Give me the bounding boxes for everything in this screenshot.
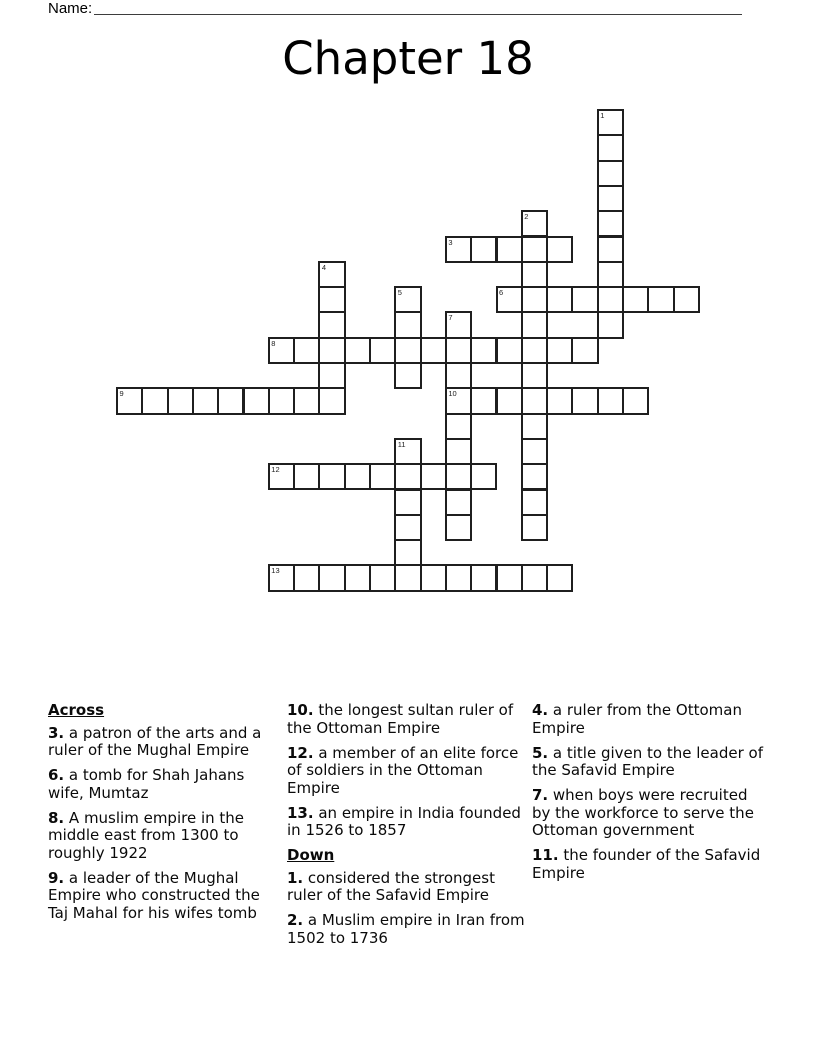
- grid-cell[interactable]: [420, 463, 447, 490]
- grid-cell[interactable]: [268, 337, 295, 364]
- grid-cell[interactable]: [445, 564, 472, 591]
- grid-cell[interactable]: [293, 463, 320, 490]
- grid-cell[interactable]: [394, 337, 421, 364]
- grid-cell[interactable]: [293, 564, 320, 591]
- cell-number: 12: [271, 465, 280, 475]
- clue-number: 9.: [48, 868, 65, 887]
- grid-cell[interactable]: [445, 413, 472, 440]
- grid-cell[interactable]: [369, 337, 396, 364]
- grid-cell[interactable]: [318, 564, 345, 591]
- grid-cell[interactable]: [496, 387, 523, 414]
- clue-number: 12.: [287, 743, 314, 762]
- grid-cell[interactable]: [318, 286, 345, 313]
- grid-cell[interactable]: [445, 311, 472, 338]
- across-header: Across: [48, 701, 105, 719]
- grid-cell[interactable]: [394, 362, 421, 389]
- grid-cell[interactable]: [470, 564, 497, 591]
- grid-cell[interactable]: [496, 236, 523, 263]
- grid-cell[interactable]: [318, 362, 345, 389]
- cell-number: 11: [397, 439, 406, 449]
- grid-cell[interactable]: [546, 286, 573, 313]
- grid-cell[interactable]: [116, 387, 143, 414]
- grid-cell[interactable]: [243, 387, 270, 414]
- grid-cell[interactable]: [521, 438, 548, 465]
- grid-cell[interactable]: [597, 185, 624, 212]
- clue-number: 13.: [287, 803, 314, 822]
- cell-number: 3: [448, 237, 453, 247]
- cell-number: 6: [499, 288, 504, 298]
- grid-cell[interactable]: [394, 311, 421, 338]
- clue-item: 11. the founder of the Safavid Empire: [532, 846, 761, 882]
- clue-number: 11.: [532, 846, 559, 864]
- clue-number: 10.: [287, 701, 314, 719]
- cell-number: 13: [271, 566, 280, 576]
- cell-number: 9: [119, 389, 124, 399]
- grid-cell[interactable]: [571, 286, 598, 313]
- name-input-line[interactable]: [94, 0, 742, 15]
- grid-cell[interactable]: [445, 438, 472, 465]
- grid-cell[interactable]: [597, 261, 624, 288]
- grid-cell[interactable]: [318, 337, 345, 364]
- grid-cell[interactable]: [597, 311, 624, 338]
- grid-cell[interactable]: [445, 337, 472, 364]
- grid-cell[interactable]: [293, 387, 320, 414]
- grid-cell[interactable]: [496, 564, 523, 591]
- clues-column-1: [48, 702, 278, 930]
- grid-cell[interactable]: [521, 236, 548, 263]
- grid-cell[interactable]: [445, 362, 472, 389]
- grid-cell[interactable]: [420, 337, 447, 364]
- clues-column-3: [532, 702, 770, 890]
- grid-cell[interactable]: [268, 564, 295, 591]
- clue-item: 9. a leader of the Mughal Empire who constructed the Taj Mahal for his wifes tomb: [48, 868, 260, 922]
- grid-cell[interactable]: [369, 564, 396, 591]
- grid-cell[interactable]: [597, 160, 624, 187]
- grid-cell[interactable]: [521, 564, 548, 591]
- grid-cell[interactable]: [597, 109, 624, 136]
- grid-cell[interactable]: [622, 286, 649, 313]
- grid-cell[interactable]: [394, 514, 421, 541]
- grid-cell[interactable]: [597, 387, 624, 414]
- clue-item: 1. considered the strongest ruler of the Safavid Empire: [287, 868, 495, 904]
- cell-number: 5: [397, 288, 402, 298]
- grid-cell[interactable]: [445, 236, 472, 263]
- grid-cell[interactable]: [167, 387, 194, 414]
- grid-cell[interactable]: [344, 463, 371, 490]
- cell-number: 10: [448, 389, 457, 399]
- grid-cell[interactable]: [597, 236, 624, 263]
- clue-number: 5.: [532, 743, 549, 762]
- grid-cell[interactable]: [318, 311, 345, 338]
- grid-cell[interactable]: [470, 236, 497, 263]
- grid-cell[interactable]: [571, 337, 598, 364]
- grid-cell[interactable]: [546, 337, 573, 364]
- grid-cell[interactable]: [394, 539, 421, 566]
- cell-number: 4: [321, 262, 327, 272]
- clue-item: 12. a member of an elite force of soldiers in the Ottoman Empire: [287, 743, 519, 797]
- clue-item: 7. when boys were recruited by the workforce to serve the Ottoman government: [532, 786, 754, 839]
- grid-cell[interactable]: [521, 311, 548, 338]
- grid-cell[interactable]: [318, 463, 345, 490]
- grid-cell[interactable]: [445, 489, 472, 516]
- grid-cell[interactable]: [394, 564, 421, 591]
- clue-item: 13. an empire in India founded in 1526 to 1857: [287, 803, 521, 839]
- clue-number: 3.: [48, 723, 65, 742]
- grid-cell[interactable]: [546, 387, 573, 414]
- cell-number: 1: [600, 111, 605, 120]
- clue-item: 5. a title given to the leader of the Safavid Empire: [532, 743, 763, 779]
- name-label: Name:: [48, 0, 93, 17]
- grid-cell[interactable]: [420, 564, 447, 591]
- grid-cell[interactable]: [521, 337, 548, 364]
- grid-cell[interactable]: [622, 387, 649, 414]
- grid-cell[interactable]: [268, 463, 295, 490]
- grid-cell[interactable]: [521, 210, 548, 237]
- clue-item: 4. a ruler from the Ottoman Empire: [532, 701, 742, 737]
- grid-cell[interactable]: [369, 463, 396, 490]
- cell-number: 2: [524, 212, 529, 222]
- cell-number: 7: [448, 313, 453, 323]
- clue-item: 10. the longest sultan ruler of the Ottoman Empire: [287, 701, 514, 737]
- grid-cell[interactable]: [141, 387, 168, 414]
- clue-number: 7.: [532, 786, 549, 804]
- grid-cell[interactable]: [546, 236, 573, 263]
- cell-number: 8: [271, 338, 276, 348]
- grid-cell[interactable]: [192, 387, 219, 414]
- grid-cell[interactable]: [394, 489, 421, 516]
- grid-cell[interactable]: [521, 261, 548, 288]
- grid-cell[interactable]: [521, 387, 548, 414]
- clue-item: 6. a tomb for Shah Jahans wife, Mumtaz: [48, 766, 245, 802]
- grid-cell[interactable]: [394, 463, 421, 490]
- grid-cell[interactable]: [521, 413, 548, 440]
- grid-cell[interactable]: [293, 337, 320, 364]
- clue-item: 2. a Muslim empire in Iran from 1502 to 1736: [287, 911, 525, 947]
- page-title: Chapter 18: [282, 32, 534, 85]
- grid-cell[interactable]: [318, 261, 345, 288]
- clue-number: 4.: [532, 701, 549, 719]
- grid-cell[interactable]: [597, 286, 624, 313]
- grid-cell[interactable]: [470, 337, 497, 364]
- grid-cell[interactable]: [521, 362, 548, 389]
- grid-cell[interactable]: [318, 387, 345, 414]
- grid-cell[interactable]: [521, 463, 548, 490]
- grid-cell[interactable]: [344, 564, 371, 591]
- grid-cell[interactable]: [496, 337, 523, 364]
- grid-cell[interactable]: [647, 286, 674, 313]
- down-header: Down: [287, 846, 335, 864]
- grid-cell[interactable]: [445, 463, 472, 490]
- grid-cell[interactable]: [597, 134, 624, 161]
- grid-cell[interactable]: [394, 286, 421, 313]
- grid-cell[interactable]: [217, 387, 244, 414]
- clue-item: 8. A muslim empire in the middle east from 1300 to roughly 1922: [48, 808, 245, 862]
- clue-number: 1.: [287, 868, 304, 887]
- grid-cell[interactable]: [521, 286, 548, 313]
- grid-cell[interactable]: [521, 489, 548, 516]
- grid-cell[interactable]: [597, 210, 624, 237]
- grid-cell[interactable]: [673, 286, 700, 313]
- clue-number: 2.: [287, 911, 304, 929]
- grid-cell[interactable]: [470, 387, 497, 414]
- grid-cell[interactable]: [546, 564, 573, 591]
- clue-number: 6.: [48, 766, 65, 784]
- clues-column-2: [287, 702, 525, 955]
- grid-cell[interactable]: [394, 438, 421, 465]
- grid-cell[interactable]: [496, 286, 523, 313]
- grid-cell[interactable]: [344, 337, 371, 364]
- grid-cell[interactable]: [445, 514, 472, 541]
- clue-number: 8.: [48, 808, 65, 827]
- grid-cell[interactable]: [521, 514, 548, 541]
- grid-cell[interactable]: [470, 463, 497, 490]
- grid-cell[interactable]: [268, 387, 295, 414]
- grid-cell[interactable]: [571, 387, 598, 414]
- grid-cell[interactable]: [445, 387, 472, 414]
- crossword-grid: [117, 110, 701, 593]
- clue-item: 3. a patron of the arts and a ruler of the Mughal Empire: [48, 723, 262, 759]
